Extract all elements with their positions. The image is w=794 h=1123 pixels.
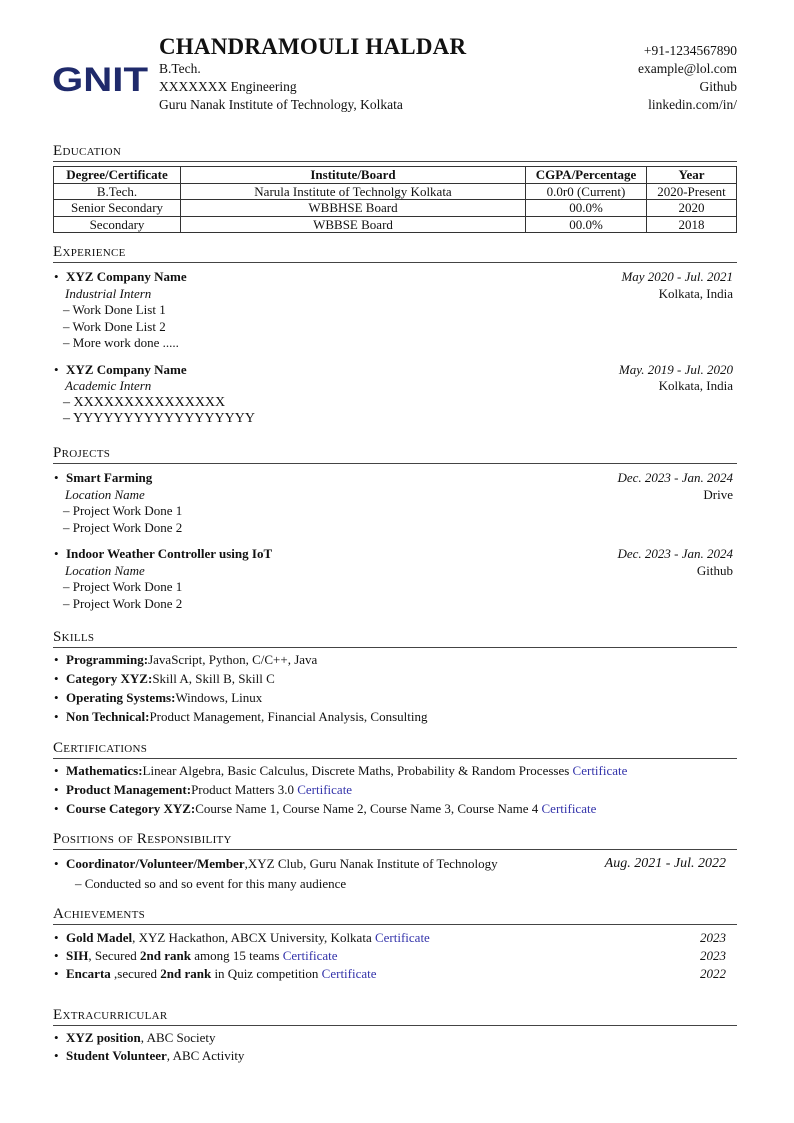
list-item xyxy=(53,947,737,965)
bullet-icon: • xyxy=(54,470,59,485)
experience-item xyxy=(53,269,737,352)
point-text: YYYYYYYYYYYYYYYYYY xyxy=(72,411,255,426)
experience-item xyxy=(53,362,737,428)
cert-value: Product Matters 3.0 xyxy=(191,782,294,797)
skill-value: JavaScript, Python, C/C++, Java xyxy=(148,652,318,667)
column-header: Institute/Board xyxy=(181,167,526,184)
bullet-icon: • xyxy=(54,709,59,724)
section-title: Education xyxy=(53,143,122,159)
list-item: – Project Work Done 2 xyxy=(63,595,183,611)
skill-label: Category XYZ xyxy=(66,671,148,686)
year: 2023 xyxy=(700,948,726,963)
certifications-section xyxy=(53,739,737,818)
bullet-icon: • xyxy=(54,930,59,945)
position-org: XYZ Club, Guru Nanak Institute of Technology xyxy=(247,856,498,871)
achievement-text: ,secured xyxy=(110,966,161,981)
year: 2022 xyxy=(700,966,726,981)
location: Location Name xyxy=(65,562,145,578)
gnit-logo xyxy=(52,60,148,94)
project-item xyxy=(53,546,737,612)
section-title: Experience xyxy=(53,244,126,260)
positions-section xyxy=(53,830,737,894)
skill-value: Skill A, Skill B, Skill C xyxy=(152,671,275,686)
extracurricular-section xyxy=(53,1006,737,1065)
project-name: Indoor Weather Controller using IoT xyxy=(66,546,273,561)
department: XXXXXXX Engineering xyxy=(159,79,297,94)
drive-link[interactable]: Drive xyxy=(703,486,733,502)
list-item xyxy=(53,965,737,983)
cert-value: Linear Algebra, Basic Calculus, Discrete Maths, Probability & Random Processes xyxy=(142,763,570,778)
skill-label: Operating Systems xyxy=(66,690,172,705)
list-item: – Project Work Done 1 xyxy=(63,579,183,594)
list-item: – XXXXXXXXXXXXXXX xyxy=(63,394,226,410)
point-text: Project Work Done 2 xyxy=(72,595,183,611)
position-role: Coordinator/Volunteer/Member xyxy=(66,856,245,871)
education-table xyxy=(53,166,737,233)
certificate-link[interactable]: Certificate xyxy=(297,782,353,797)
list-item: • Product Management:Product Matters 3.0 Certificate xyxy=(54,782,353,797)
skill-value: Windows, Linux xyxy=(175,690,263,705)
cell: 2018 xyxy=(647,216,737,233)
point-text: Work Done List 1 xyxy=(72,302,166,317)
list-item: • Programming:JavaScript, Python, C/C++, Java xyxy=(54,652,318,667)
dates: Aug. 2021 - Jul. 2022 xyxy=(604,856,726,871)
bullet-icon: • xyxy=(54,763,59,778)
bullet-icon: • xyxy=(54,690,59,705)
section-title: Achievements xyxy=(53,906,146,922)
column-header: Degree/Certificate xyxy=(54,167,181,184)
table-row xyxy=(54,183,737,200)
project-item xyxy=(53,470,737,536)
cert-label: Mathematics xyxy=(66,763,139,778)
achievements-section xyxy=(53,905,737,983)
bullet-icon: • xyxy=(54,361,59,377)
role: Industrial Intern xyxy=(65,285,152,301)
projects-section xyxy=(53,444,737,612)
list-item: – Project Work Done 2 xyxy=(63,519,183,535)
location: Kolkata, India xyxy=(658,285,733,301)
bullet-icon: • xyxy=(54,966,59,981)
cell: 0.0r0 (Current) xyxy=(526,183,647,200)
list-item: – Project Work Done 1 xyxy=(63,503,183,518)
list-item: • Operating Systems:Windows, Linux xyxy=(54,690,263,705)
achievement-text: in Quiz competition xyxy=(211,966,322,981)
achievement-title: Encarta xyxy=(66,966,111,981)
list-item: – YYYYYYYYYYYYYYYYYY xyxy=(63,411,255,426)
list-item: • Mathematics:Linear Algebra, Basic Calculus, Discrete Maths, Probability & Random Processes Certificate xyxy=(54,763,628,778)
certificate-link[interactable]: Certificate xyxy=(374,930,430,945)
role: Academic Intern xyxy=(65,378,152,393)
bullet-icon: • xyxy=(54,801,59,816)
cert-value: Course Name 1, Course Name 2, Course Name 3, Course Name 4 xyxy=(195,801,539,816)
achievement-text: among 15 teams xyxy=(190,948,283,963)
activity-value: , ABC Society xyxy=(140,1030,216,1045)
list-item: • Category XYZ:Skill A, Skill B, Skill C xyxy=(54,671,275,686)
activity-label: Student Volunteer xyxy=(66,1048,167,1063)
list-item: – Work Done List 2 xyxy=(63,318,166,334)
cell: WBBSE Board xyxy=(181,216,526,233)
point-text: Project Work Done 1 xyxy=(72,503,183,518)
cell: 2020-Present xyxy=(647,183,737,200)
section-title: Positions of Responsibility xyxy=(53,831,232,847)
degree: B.Tech. xyxy=(159,61,201,76)
project-name: Smart Farming xyxy=(66,470,153,485)
cell: Narula Institute of Technolgy Kolkata xyxy=(181,183,526,200)
cell: Secondary xyxy=(54,216,181,233)
certificate-link[interactable]: Certificate xyxy=(321,966,377,981)
github-link[interactable]: Github xyxy=(699,79,737,94)
point-text: Work Done List 2 xyxy=(72,318,166,334)
section-title: Extracurricular xyxy=(53,1007,168,1023)
point-text: Project Work Done 1 xyxy=(72,579,183,594)
divider xyxy=(53,161,737,162)
list-item xyxy=(53,1029,737,1047)
certificate-link[interactable]: Certificate xyxy=(541,801,597,816)
achievement-text: , XYZ Hackathon, ABCX University, Kolkata xyxy=(132,930,375,945)
bullet-icon: • xyxy=(54,269,59,284)
point-text: Conducted so and so event for this many audience xyxy=(84,876,347,891)
list-item: • Non Technical:Product Management, Financial Analysis, Consulting xyxy=(54,709,428,724)
location: Location Name xyxy=(65,486,145,502)
section-title: Certifications xyxy=(53,740,148,756)
svg-text:GNIT: GNIT xyxy=(52,61,148,94)
institute: Guru Nanak Institute of Technology, Kolkata xyxy=(159,97,403,112)
section-title: Skills xyxy=(53,629,95,645)
company-name: XYZ Company Name xyxy=(66,361,187,377)
cert-label: Product Management xyxy=(66,782,187,797)
cell: B.Tech. xyxy=(54,183,181,200)
skill-label: Non Technical xyxy=(66,709,146,724)
table-header xyxy=(54,167,737,184)
year: 2023 xyxy=(700,930,726,945)
activity-value: , ABC Activity xyxy=(166,1048,245,1063)
point-text: XXXXXXXXXXXXXXX xyxy=(73,394,226,410)
table-row xyxy=(54,216,737,233)
achievement-rank: 2nd rank xyxy=(160,966,212,981)
dates: May 2020 - Jul. 2021 xyxy=(621,269,733,284)
point-text: More work done ..... xyxy=(72,335,179,350)
location: Kolkata, India xyxy=(658,378,733,393)
bullet-icon: • xyxy=(54,671,59,686)
bullet-icon: • xyxy=(54,856,59,871)
company-name: XYZ Company Name xyxy=(66,269,187,284)
list-item xyxy=(53,929,737,947)
column-header: CGPA/Percentage xyxy=(526,167,647,184)
dates: Dec. 2023 - Jan. 2024 xyxy=(617,470,733,485)
cert-label: Course Category XYZ xyxy=(66,801,191,816)
github-link[interactable]: Github xyxy=(696,562,733,578)
achievement-rank: 2nd rank xyxy=(140,948,191,963)
email-link[interactable]: example@lol.com xyxy=(637,61,737,76)
skills-section xyxy=(53,628,737,726)
bullet-icon: • xyxy=(54,546,59,561)
achievement-title: Gold Madel xyxy=(66,930,133,945)
cell: 2020 xyxy=(647,200,737,217)
list-item: – Conducted so and so event for this many audience xyxy=(75,876,347,891)
bullet-icon: • xyxy=(54,1048,59,1063)
linkedin-link[interactable]: linkedin.com/in/ xyxy=(648,97,737,112)
table-row xyxy=(54,200,737,217)
dates: Dec. 2023 - Jan. 2024 xyxy=(617,546,733,561)
list-item: – More work done ..... xyxy=(63,335,179,350)
cell: 00.0% xyxy=(526,200,647,217)
point-text: Project Work Done 2 xyxy=(72,519,183,535)
column-header: Year xyxy=(647,167,737,184)
bullet-icon: • xyxy=(54,782,59,797)
certificate-link[interactable]: Certificate xyxy=(572,763,628,778)
list-item: – Work Done List 1 xyxy=(63,302,166,317)
list-item: • Course Category XYZ:Course Name 1, Course Name 2, Course Name 3, Course Name 4 Certificate xyxy=(54,801,597,816)
experience-section xyxy=(53,243,737,428)
cell: WBBHSE Board xyxy=(181,200,526,217)
activity-label: XYZ position xyxy=(66,1030,141,1045)
bullet-icon: • xyxy=(54,1030,59,1045)
education-section xyxy=(53,142,737,233)
bullet-icon: • xyxy=(54,652,59,667)
candidate-name: CHANDRAMOULI HALDAR xyxy=(159,34,467,59)
list-item: • Coordinator/Volunteer/Member,XYZ Club, Guru Nanak Institute of Technology Aug. 2021 - Jul. 2022 xyxy=(53,854,737,874)
achievement-text: , Secured xyxy=(88,948,141,963)
section-title: Projects xyxy=(53,445,111,461)
cell: 00.0% xyxy=(526,216,647,233)
list-item xyxy=(53,1047,737,1065)
skill-value: Product Management, Financial Analysis, Consulting xyxy=(149,709,428,724)
achievement-title: SIH xyxy=(66,948,89,963)
cell: Senior Secondary xyxy=(54,200,181,217)
phone: +91-1234567890 xyxy=(643,43,737,58)
certificate-link[interactable]: Certificate xyxy=(282,948,338,963)
skill-label: Programming xyxy=(66,652,144,667)
dates: May. 2019 - Jul. 2020 xyxy=(618,361,733,377)
bullet-icon: • xyxy=(54,948,59,963)
